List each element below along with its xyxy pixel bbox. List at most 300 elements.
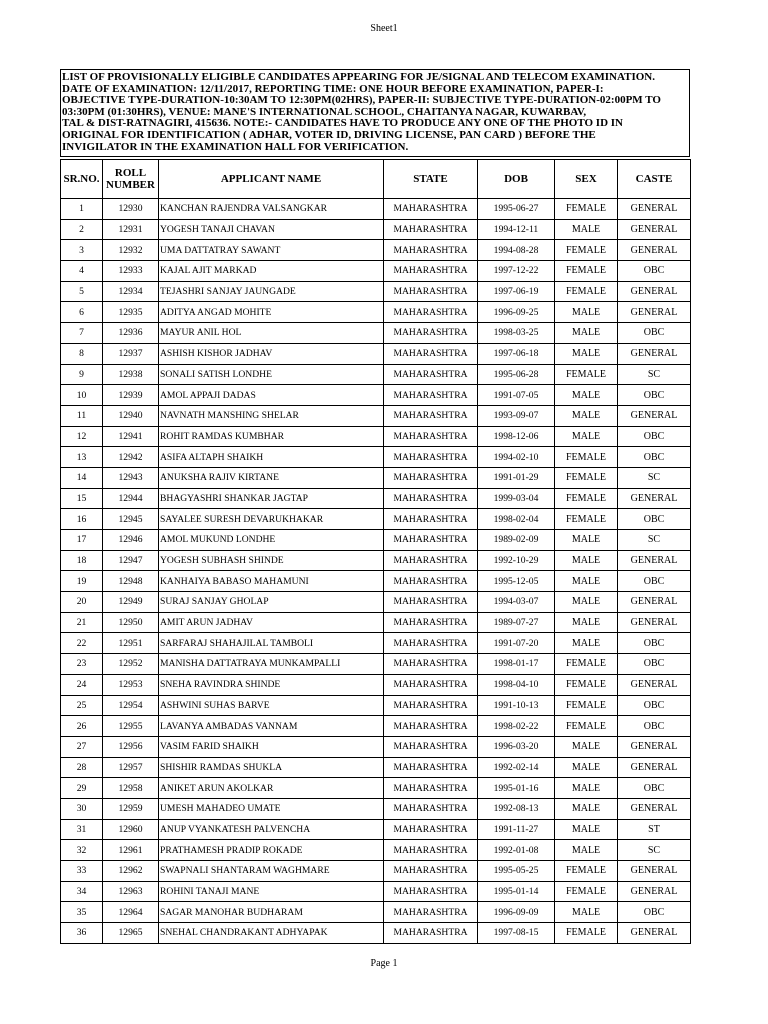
- table-row: [61, 798, 691, 819]
- sex-cell: MALE: [555, 550, 618, 571]
- sr-no-cell: 28: [61, 757, 103, 778]
- state-cell: MAHARASHTRA: [384, 281, 478, 302]
- dob-cell: 1998-12-06: [478, 426, 555, 447]
- sex-cell: FEMALE: [555, 240, 618, 261]
- table-row: [61, 902, 691, 923]
- caste-cell: GENERAL: [618, 881, 691, 902]
- sex-cell: MALE: [555, 592, 618, 613]
- table-row: [61, 695, 691, 716]
- roll-number-cell: 12942: [103, 447, 159, 468]
- table-row: [61, 488, 691, 509]
- sr-no-cell: 31: [61, 819, 103, 840]
- roll-number-cell: 12956: [103, 736, 159, 757]
- state-cell: MAHARASHTRA: [384, 240, 478, 261]
- sex-cell: MALE: [555, 612, 618, 633]
- dob-cell: 1996-03-20: [478, 736, 555, 757]
- sr-no-cell: 16: [61, 509, 103, 530]
- applicant-name-cell: SONALI SATISH LONDHE: [159, 364, 384, 385]
- state-cell: MAHARASHTRA: [384, 674, 478, 695]
- roll-number-cell: 12958: [103, 778, 159, 799]
- applicant-name-cell: MAYUR ANIL HOL: [159, 323, 384, 344]
- applicant-name-cell: LAVANYA AMBADAS VANNAM: [159, 716, 384, 737]
- caste-cell: GENERAL: [618, 674, 691, 695]
- header-sex: SEX: [555, 160, 618, 199]
- sex-cell: FEMALE: [555, 199, 618, 220]
- applicant-name-cell: BHAGYASHRI SHANKAR JAGTAP: [159, 488, 384, 509]
- roll-number-cell: 12934: [103, 281, 159, 302]
- roll-number-cell: 12957: [103, 757, 159, 778]
- state-cell: MAHARASHTRA: [384, 199, 478, 220]
- notice-line: 03:30PM (01:30HRS), VENUE: MANE'S INTERNATIONAL SCHOOL, CHAITANYA NAGAR, KUWARBAV,: [62, 105, 587, 118]
- state-cell: MAHARASHTRA: [384, 467, 478, 488]
- table-header-row: [61, 160, 691, 199]
- sex-cell: FEMALE: [555, 281, 618, 302]
- caste-cell: OBC: [618, 571, 691, 592]
- applicant-name-cell: VASIM FARID SHAIKH: [159, 736, 384, 757]
- table-row: [61, 612, 691, 633]
- state-cell: MAHARASHTRA: [384, 633, 478, 654]
- roll-number-cell: 12950: [103, 612, 159, 633]
- caste-cell: GENERAL: [618, 736, 691, 757]
- caste-cell: OBC: [618, 447, 691, 468]
- table-row: [61, 530, 691, 551]
- sr-no-cell: 14: [61, 467, 103, 488]
- applicant-name-cell: AMOL MUKUND LONDHE: [159, 530, 384, 551]
- state-cell: MAHARASHTRA: [384, 923, 478, 944]
- caste-cell: GENERAL: [618, 240, 691, 261]
- dob-cell: 1998-01-17: [478, 654, 555, 675]
- notice-line: TAL & DIST-RATNAGIRI, 415636. NOTE:- CANDIDATES HAVE TO PRODUCE ANY ONE OF THE PHOTO ID IN: [62, 117, 623, 130]
- state-cell: MAHARASHTRA: [384, 488, 478, 509]
- header-roll-line: NUMBER: [106, 179, 155, 191]
- roll-number-cell: 12954: [103, 695, 159, 716]
- dob-cell: 1994-03-07: [478, 592, 555, 613]
- page-number: Page 1: [370, 958, 398, 969]
- applicant-name-cell: UMA DATTATRAY SAWANT: [159, 240, 384, 261]
- applicant-name-cell: YOGESH SUBHASH SHINDE: [159, 550, 384, 571]
- caste-cell: SC: [618, 530, 691, 551]
- table-row: [61, 840, 691, 861]
- table-row: [61, 447, 691, 468]
- caste-cell: GENERAL: [618, 861, 691, 882]
- state-cell: MAHARASHTRA: [384, 219, 478, 240]
- dob-cell: 1991-10-13: [478, 695, 555, 716]
- sr-no-cell: 1: [61, 199, 103, 220]
- roll-number-cell: 12932: [103, 240, 159, 261]
- dob-cell: 1997-06-19: [478, 281, 555, 302]
- state-cell: MAHARASHTRA: [384, 798, 478, 819]
- sex-cell: MALE: [555, 530, 618, 551]
- roll-number-cell: 12949: [103, 592, 159, 613]
- roll-number-cell: 12937: [103, 343, 159, 364]
- sr-no-cell: 11: [61, 405, 103, 426]
- applicant-name-cell: SHISHIR RAMDAS SHUKLA: [159, 757, 384, 778]
- dob-cell: 1992-02-14: [478, 757, 555, 778]
- applicant-name-cell: KAJAL AJIT MARKAD: [159, 261, 384, 282]
- caste-cell: GENERAL: [618, 405, 691, 426]
- dob-cell: 1998-04-10: [478, 674, 555, 695]
- sex-cell: FEMALE: [555, 261, 618, 282]
- sr-no-cell: 6: [61, 302, 103, 323]
- applicant-name-cell: ADITYA ANGAD MOHITE: [159, 302, 384, 323]
- roll-number-cell: 12931: [103, 219, 159, 240]
- caste-cell: SC: [618, 840, 691, 861]
- dob-cell: 1991-01-29: [478, 467, 555, 488]
- sr-no-cell: 27: [61, 736, 103, 757]
- sex-cell: MALE: [555, 778, 618, 799]
- caste-cell: OBC: [618, 509, 691, 530]
- applicant-name-cell: ASHWINI SUHAS BARVE: [159, 695, 384, 716]
- dob-cell: 1998-02-22: [478, 716, 555, 737]
- sr-no-cell: 15: [61, 488, 103, 509]
- caste-cell: SC: [618, 467, 691, 488]
- sex-cell: FEMALE: [555, 654, 618, 675]
- state-cell: MAHARASHTRA: [384, 881, 478, 902]
- dob-cell: 1998-03-25: [478, 323, 555, 344]
- state-cell: MAHARASHTRA: [384, 902, 478, 923]
- table-row: [61, 778, 691, 799]
- state-cell: MAHARASHTRA: [384, 571, 478, 592]
- dob-cell: 1997-08-15: [478, 923, 555, 944]
- caste-cell: GENERAL: [618, 923, 691, 944]
- sr-no-cell: 23: [61, 654, 103, 675]
- header-state: STATE: [384, 160, 478, 199]
- sex-cell: MALE: [555, 736, 618, 757]
- roll-number-cell: 12943: [103, 467, 159, 488]
- roll-number-cell: 12953: [103, 674, 159, 695]
- applicant-name-cell: SARFARAJ SHAHAJILAL TAMBOLI: [159, 633, 384, 654]
- table-row: [61, 343, 691, 364]
- table-row: [61, 881, 691, 902]
- sex-cell: FEMALE: [555, 716, 618, 737]
- state-cell: MAHARASHTRA: [384, 612, 478, 633]
- sex-cell: MALE: [555, 323, 618, 344]
- state-cell: MAHARASHTRA: [384, 447, 478, 468]
- state-cell: MAHARASHTRA: [384, 550, 478, 571]
- applicant-name-cell: ANUKSHA RAJIV KIRTANE: [159, 467, 384, 488]
- sex-cell: MALE: [555, 571, 618, 592]
- dob-cell: 1995-05-25: [478, 861, 555, 882]
- caste-cell: GENERAL: [618, 592, 691, 613]
- dob-cell: 1996-09-25: [478, 302, 555, 323]
- notice-line: DATE OF EXAMINATION: 12/11/2017, REPORTING TIME: ONE HOUR BEFORE EXAMINATION, PAPER-I:: [62, 82, 604, 95]
- sr-no-cell: 36: [61, 923, 103, 944]
- state-cell: MAHARASHTRA: [384, 343, 478, 364]
- state-cell: MAHARASHTRA: [384, 736, 478, 757]
- table-row: [61, 674, 691, 695]
- sex-cell: MALE: [555, 343, 618, 364]
- roll-number-cell: 12947: [103, 550, 159, 571]
- dob-cell: 1995-01-14: [478, 881, 555, 902]
- applicant-name-cell: TEJASHRI SANJAY JAUNGADE: [159, 281, 384, 302]
- applicant-name-cell: ANUP VYANKATESH PALVENCHA: [159, 819, 384, 840]
- roll-number-cell: 12961: [103, 840, 159, 861]
- sr-no-cell: 25: [61, 695, 103, 716]
- sr-no-cell: 32: [61, 840, 103, 861]
- sr-no-cell: 12: [61, 426, 103, 447]
- caste-cell: OBC: [618, 323, 691, 344]
- caste-cell: GENERAL: [618, 219, 691, 240]
- candidate-table: [60, 159, 691, 944]
- table-row: [61, 633, 691, 654]
- sr-no-cell: 13: [61, 447, 103, 468]
- roll-number-cell: 12933: [103, 261, 159, 282]
- caste-cell: GENERAL: [618, 302, 691, 323]
- table-row: [61, 385, 691, 406]
- dob-cell: 1997-06-18: [478, 343, 555, 364]
- applicant-name-cell: AMOL APPAJI DADAS: [159, 385, 384, 406]
- applicant-name-cell: ASHISH KISHOR JADHAV: [159, 343, 384, 364]
- sheet-name: Sheet1: [370, 23, 398, 34]
- applicant-name-cell: KANCHAN RAJENDRA VALSANGKAR: [159, 199, 384, 220]
- sr-no-cell: 3: [61, 240, 103, 261]
- roll-number-cell: 12955: [103, 716, 159, 737]
- state-cell: MAHARASHTRA: [384, 261, 478, 282]
- notice-line: ORIGINAL FOR IDENTIFICATION ( ADHAR, VOTER ID, DRIVING LICENSE, PAN CARD ) BEFORE THE: [62, 128, 596, 141]
- roll-number-cell: 12965: [103, 923, 159, 944]
- table-body: [61, 199, 691, 944]
- table-row: [61, 302, 691, 323]
- header-applicant-name: APPLICANT NAME: [159, 160, 384, 199]
- sex-cell: MALE: [555, 798, 618, 819]
- sex-cell: MALE: [555, 633, 618, 654]
- applicant-name-cell: SAGAR MANOHAR BUDHARAM: [159, 902, 384, 923]
- header-roll-line: ROLL: [114, 167, 147, 179]
- table-row: [61, 757, 691, 778]
- roll-number-cell: 12939: [103, 385, 159, 406]
- caste-cell: GENERAL: [618, 281, 691, 302]
- caste-cell: OBC: [618, 778, 691, 799]
- applicant-name-cell: ROHIT RAMDAS KUMBHAR: [159, 426, 384, 447]
- applicant-name-cell: YOGESH TANAJI CHAVAN: [159, 219, 384, 240]
- sex-cell: MALE: [555, 819, 618, 840]
- roll-number-cell: 12951: [103, 633, 159, 654]
- dob-cell: 1991-11-27: [478, 819, 555, 840]
- sr-no-cell: 20: [61, 592, 103, 613]
- sr-no-cell: 9: [61, 364, 103, 385]
- table-row: [61, 240, 691, 261]
- roll-number-cell: 12938: [103, 364, 159, 385]
- dob-cell: 1994-08-28: [478, 240, 555, 261]
- table-row: [61, 281, 691, 302]
- roll-number-cell: 12948: [103, 571, 159, 592]
- dob-cell: 1997-12-22: [478, 261, 555, 282]
- caste-cell: OBC: [618, 426, 691, 447]
- sr-no-cell: 10: [61, 385, 103, 406]
- table-row: [61, 571, 691, 592]
- sr-no-cell: 7: [61, 323, 103, 344]
- caste-cell: ST: [618, 819, 691, 840]
- dob-cell: 1996-09-09: [478, 902, 555, 923]
- sr-no-cell: 22: [61, 633, 103, 654]
- table-row: [61, 550, 691, 571]
- applicant-name-cell: SNEHAL CHANDRAKANT ADHYAPAK: [159, 923, 384, 944]
- state-cell: MAHARASHTRA: [384, 778, 478, 799]
- applicant-name-cell: PRATHAMESH PRADIP ROKADE: [159, 840, 384, 861]
- sr-no-cell: 5: [61, 281, 103, 302]
- state-cell: MAHARASHTRA: [384, 819, 478, 840]
- sex-cell: FEMALE: [555, 674, 618, 695]
- caste-cell: OBC: [618, 261, 691, 282]
- sex-cell: MALE: [555, 840, 618, 861]
- sr-no-cell: 35: [61, 902, 103, 923]
- state-cell: MAHARASHTRA: [384, 509, 478, 530]
- table-row: [61, 323, 691, 344]
- applicant-name-cell: SWAPNALI SHANTARAM WAGHMARE: [159, 861, 384, 882]
- caste-cell: GENERAL: [618, 343, 691, 364]
- table-row: [61, 467, 691, 488]
- sex-cell: MALE: [555, 302, 618, 323]
- sr-no-cell: 18: [61, 550, 103, 571]
- table-row: [61, 592, 691, 613]
- dob-cell: 1999-03-04: [478, 488, 555, 509]
- state-cell: MAHARASHTRA: [384, 840, 478, 861]
- dob-cell: 1995-12-05: [478, 571, 555, 592]
- table-row: [61, 509, 691, 530]
- header-sr-no: SR.NO.: [61, 160, 103, 199]
- state-cell: MAHARASHTRA: [384, 385, 478, 406]
- sr-no-cell: 21: [61, 612, 103, 633]
- sex-cell: MALE: [555, 219, 618, 240]
- caste-cell: GENERAL: [618, 550, 691, 571]
- dob-cell: 1995-06-28: [478, 364, 555, 385]
- roll-number-cell: 12941: [103, 426, 159, 447]
- sr-no-cell: 26: [61, 716, 103, 737]
- applicant-name-cell: KANHAIYA BABASO MAHAMUNI: [159, 571, 384, 592]
- sr-no-cell: 17: [61, 530, 103, 551]
- roll-number-cell: 12959: [103, 798, 159, 819]
- caste-cell: GENERAL: [618, 757, 691, 778]
- sex-cell: FEMALE: [555, 923, 618, 944]
- state-cell: MAHARASHTRA: [384, 405, 478, 426]
- state-cell: MAHARASHTRA: [384, 323, 478, 344]
- sex-cell: FEMALE: [555, 695, 618, 716]
- caste-cell: OBC: [618, 902, 691, 923]
- table-row: [61, 364, 691, 385]
- dob-cell: 1989-02-09: [478, 530, 555, 551]
- dob-cell: 1991-07-05: [478, 385, 555, 406]
- roll-number-cell: 12962: [103, 861, 159, 882]
- table-row: [61, 199, 691, 220]
- sex-cell: FEMALE: [555, 881, 618, 902]
- sr-no-cell: 8: [61, 343, 103, 364]
- roll-number-cell: 12940: [103, 405, 159, 426]
- dob-cell: 1992-10-29: [478, 550, 555, 571]
- roll-number-cell: 12936: [103, 323, 159, 344]
- header-caste: CASTE: [618, 160, 691, 199]
- applicant-name-cell: SNEHA RAVINDRA SHINDE: [159, 674, 384, 695]
- notice-line: INVIGILATOR IN THE EXAMINATION HALL FOR VERIFICATION.: [62, 140, 409, 153]
- caste-cell: OBC: [618, 654, 691, 675]
- table-row: [61, 426, 691, 447]
- sr-no-cell: 30: [61, 798, 103, 819]
- caste-cell: OBC: [618, 385, 691, 406]
- sr-no-cell: 34: [61, 881, 103, 902]
- applicant-name-cell: SAYALEE SURESH DEVARUKHAKAR: [159, 509, 384, 530]
- state-cell: MAHARASHTRA: [384, 716, 478, 737]
- sr-no-cell: 29: [61, 778, 103, 799]
- dob-cell: 1989-07-27: [478, 612, 555, 633]
- sex-cell: MALE: [555, 385, 618, 406]
- exam-notice: [60, 69, 690, 157]
- state-cell: MAHARASHTRA: [384, 861, 478, 882]
- roll-number-cell: 12946: [103, 530, 159, 551]
- roll-number-cell: 12944: [103, 488, 159, 509]
- dob-cell: 1992-08-13: [478, 798, 555, 819]
- sr-no-cell: 24: [61, 674, 103, 695]
- sex-cell: FEMALE: [555, 467, 618, 488]
- applicant-name-cell: SURAJ SANJAY GHOLAP: [159, 592, 384, 613]
- roll-number-cell: 12930: [103, 199, 159, 220]
- sex-cell: FEMALE: [555, 447, 618, 468]
- sex-cell: MALE: [555, 902, 618, 923]
- notice-line: OBJECTIVE TYPE-DURATION-10:30AM TO 12:30PM(02HRS), PAPER-II: SUBJECTIVE TYPE-DURATION-02:00PM TO: [62, 94, 661, 107]
- sex-cell: FEMALE: [555, 488, 618, 509]
- table-row: [61, 261, 691, 282]
- roll-number-cell: 12952: [103, 654, 159, 675]
- header-dob: DOB: [478, 160, 555, 199]
- state-cell: MAHARASHTRA: [384, 654, 478, 675]
- table-row: [61, 716, 691, 737]
- sr-no-cell: 2: [61, 219, 103, 240]
- dob-cell: 1995-01-16: [478, 778, 555, 799]
- sr-no-cell: 19: [61, 571, 103, 592]
- roll-number-cell: 12964: [103, 902, 159, 923]
- applicant-name-cell: ROHINI TANAJI MANE: [159, 881, 384, 902]
- table-row: [61, 405, 691, 426]
- caste-cell: GENERAL: [618, 612, 691, 633]
- notice-line: LIST OF PROVISIONALLY ELIGIBLE CANDIDATES APPEARING FOR JE/SIGNAL AND TELECOM EXAMINATION.: [62, 71, 655, 83]
- sex-cell: MALE: [555, 405, 618, 426]
- sex-cell: FEMALE: [555, 364, 618, 385]
- roll-number-cell: 12945: [103, 509, 159, 530]
- table-row: [61, 219, 691, 240]
- caste-cell: OBC: [618, 716, 691, 737]
- dob-cell: 1993-09-07: [478, 405, 555, 426]
- applicant-name-cell: ANIKET ARUN AKOLKAR: [159, 778, 384, 799]
- table-row: [61, 736, 691, 757]
- applicant-name-cell: MANISHA DATTATRAYA MUNKAMPALLI: [159, 654, 384, 675]
- sex-cell: FEMALE: [555, 861, 618, 882]
- caste-cell: GENERAL: [618, 798, 691, 819]
- table-row: [61, 861, 691, 882]
- sex-cell: FEMALE: [555, 509, 618, 530]
- table-row: [61, 654, 691, 675]
- sr-no-cell: 33: [61, 861, 103, 882]
- applicant-name-cell: UMESH MAHADEO UMATE: [159, 798, 384, 819]
- table-row: [61, 819, 691, 840]
- state-cell: MAHARASHTRA: [384, 592, 478, 613]
- sex-cell: MALE: [555, 757, 618, 778]
- dob-cell: 1995-06-27: [478, 199, 555, 220]
- dob-cell: 1998-02-04: [478, 509, 555, 530]
- state-cell: MAHARASHTRA: [384, 302, 478, 323]
- dob-cell: 1994-12-11: [478, 219, 555, 240]
- caste-cell: GENERAL: [618, 199, 691, 220]
- sr-no-cell: 4: [61, 261, 103, 282]
- caste-cell: OBC: [618, 695, 691, 716]
- state-cell: MAHARASHTRA: [384, 530, 478, 551]
- roll-number-cell: 12963: [103, 881, 159, 902]
- applicant-name-cell: AMIT ARUN JADHAV: [159, 612, 384, 633]
- state-cell: MAHARASHTRA: [384, 695, 478, 716]
- roll-number-cell: 12960: [103, 819, 159, 840]
- table-row: [61, 923, 691, 944]
- caste-cell: OBC: [618, 633, 691, 654]
- caste-cell: SC: [618, 364, 691, 385]
- dob-cell: 1992-01-08: [478, 840, 555, 861]
- caste-cell: GENERAL: [618, 488, 691, 509]
